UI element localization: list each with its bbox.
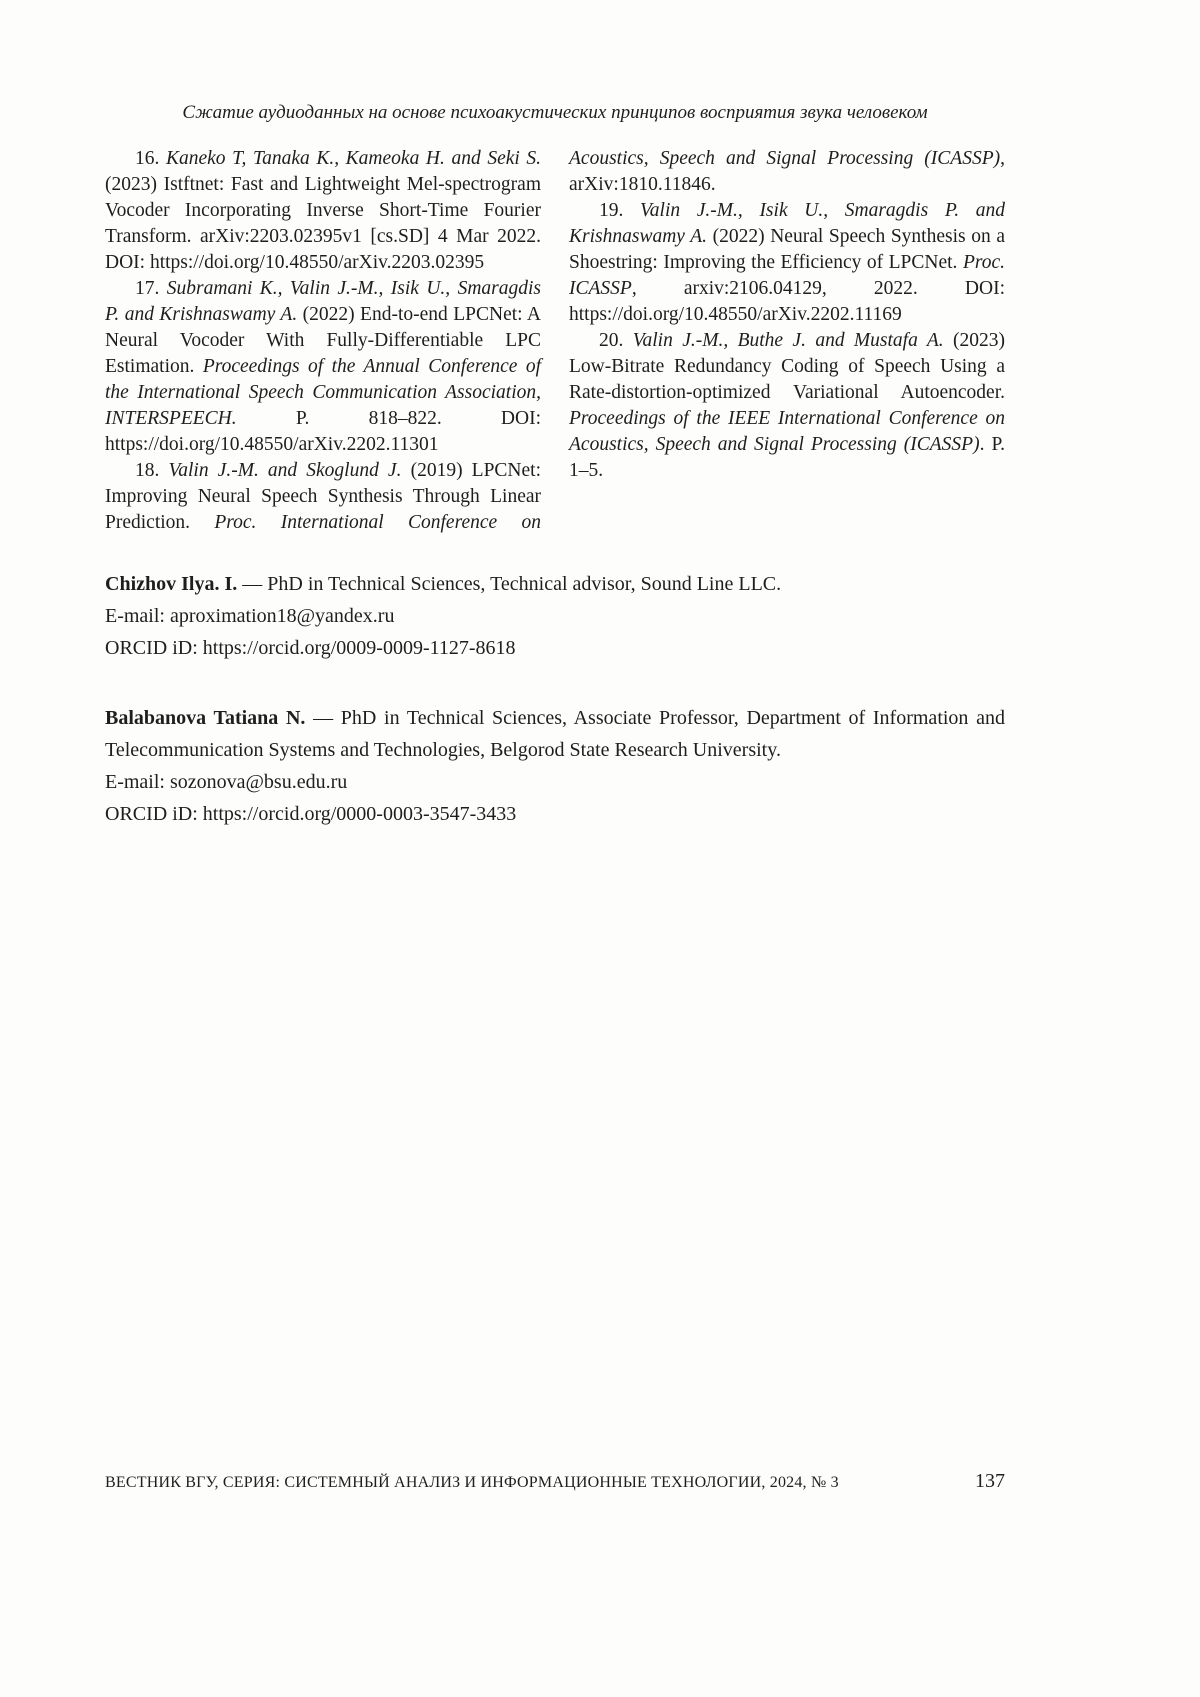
author-info-section [105, 568, 1005, 868]
reference-item [105, 146, 541, 276]
reference-text-segment: (2023) Low-Bitrate Redundancy Coding of Speech Using a Rate-distortion-optimized Variational Autoencoder. [569, 330, 1005, 403]
reference-number: 17. [135, 278, 167, 299]
reference-italic-segment: Proc. International Conference on Acoustics, Speech and Signal Processing (ICASSP) [214, 148, 1001, 533]
reference-item [569, 328, 1005, 484]
reference-item [105, 276, 541, 458]
reference-text-segment: (2023) Istftnet: Fast and Lightweight Mel-spectrogram Vocoder Incorporating Inverse Short-Time Fourier Transform. arXiv:2203.02395v1 [cs.SD] 4 Mar 2022. DOI: https://doi.org/10.48550/arXiv.2203.02395 [105, 174, 541, 273]
author-orcid-line: ORCID iD: https://orcid.org/0009-0009-1127-8618 [105, 637, 516, 659]
reference-italic-segment: Kaneko T, Tanaka K., Kameoka H. and Seki S. [165, 148, 542, 169]
author-name-line: Balabanova Tatiana N. — PhD in Technical Sciences, Associate Professor, Department of Information and Telecommunication Systems and Technologies, Belgorod State Research University. [105, 707, 1005, 761]
page-footer [105, 1470, 1005, 1493]
reference-italic-segment: Valin J.-M., Isik U., Smaragdis P. and Krishnaswamy A. [569, 200, 1005, 247]
author-name: Chizhov Ilya. I. [105, 573, 238, 595]
reference-italic-segment: Proceedings of the Annual Conference of the International Speech Communication Association, INTERSPEECH. [105, 356, 542, 429]
reference-italic-segment: Valin J.-M. and Skoglund J. [168, 460, 402, 481]
author-email-line: E-mail: sozonova@bsu.edu.ru [105, 771, 348, 793]
page-number: 137 [975, 1470, 1005, 1492]
reference-number: 20. [599, 330, 633, 351]
author-info-block [105, 702, 1005, 830]
reference-number: 16. [135, 148, 166, 169]
reference-text-segment: (2019) LPCNet: Improving Neural Speech Synthesis Through Linear Prediction. [105, 460, 541, 533]
references-section [105, 146, 1005, 562]
author-email-line: E-mail: aproximation18@yandex.ru [105, 605, 395, 627]
reference-italic-segment: Proceedings of the IEEE International Conference on Acoustics, Speech and Signal Processing (ICASSP) [569, 408, 1005, 455]
running-head: Сжатие аудиоданных на основе психоакустических принципов восприятия звука человеком [182, 102, 928, 123]
reference-text-segment: , arXiv:1810.11846. [569, 148, 1005, 195]
reference-italic-segment: Proc. ICASSP [569, 252, 1005, 299]
author-name-line: Chizhov Ilya. I. — PhD in Technical Sciences, Technical advisor, Sound Line LLC. [105, 573, 782, 595]
reference-text-segment: , arxiv:2106.04129, 2022. DOI: https://doi.org/10.48550/arXiv.2202.11169 [569, 278, 1005, 325]
reference-text-segment: (2022) End-to-end LPCNet: A Neural Vocoder With Fully-Differentiable LPC Estimation. [105, 304, 541, 377]
journal-title-line: ВЕСТНИК ВГУ, СЕРИЯ: СИСТЕМНЫЙ АНАЛИЗ И ИНФОРМАЦИОННЫЕ ТЕХНОЛОГИИ, 2024, № 3 [105, 1474, 839, 1491]
reference-text-segment: P. 818–822. DOI: https://doi.org/10.48550/arXiv.2202.11301 [105, 408, 541, 455]
reference-number: 18. [135, 460, 169, 481]
author-name: Balabanova Tatiana N. [105, 707, 306, 729]
reference-italic-segment: Valin J.-M., Buthe J. and Mustafa A. [632, 330, 944, 351]
reference-number: 19. [599, 200, 641, 221]
reference-text-segment: . P. 1–5. [569, 434, 1005, 481]
reference-italic-segment: Subramani K., Valin J.-M., Isik U., Smaragdis P. and Krishnaswamy A. [105, 278, 542, 325]
author-info-block [105, 568, 1005, 664]
reference-text-segment: (2022) Neural Speech Synthesis on a Shoestring: Improving the Efficiency of LPCNet. [569, 226, 1005, 273]
reference-item [569, 198, 1005, 328]
author-orcid-line: ORCID iD: https://orcid.org/0000-0003-3547-3433 [105, 803, 517, 825]
